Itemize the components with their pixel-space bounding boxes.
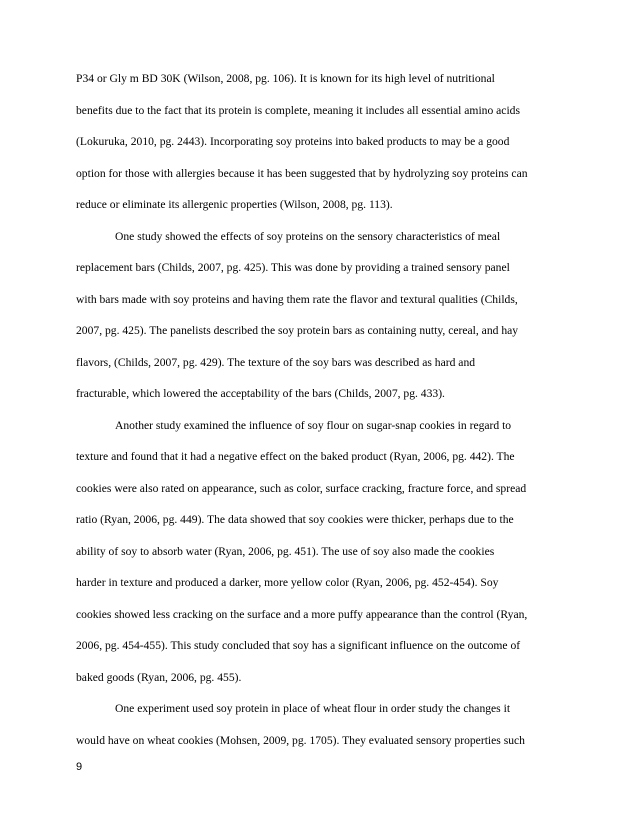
page-number: 9: [76, 761, 83, 773]
text-line: ratio (Ryan, 2006, pg. 449). The data showed that soy cookies were thicker, perhaps due to the: [76, 513, 514, 526]
text-line: baked goods (Ryan, 2006, pg. 455).: [76, 670, 242, 684]
text-line: with bars made with soy proteins and having them rate the flavor and textural qualities (Childs,: [76, 292, 518, 306]
text-line: option for those with allergies because it has been suggested that by hydrolyzing soy proteins can: [76, 166, 528, 180]
text-line: 2006, pg. 454-455). This study concluded that soy has a significant influence on the outcome of: [76, 639, 521, 652]
text-line: reduce or eliminate its allergenic properties (Wilson, 2008, pg. 113).: [76, 198, 393, 211]
text-line: replacement bars (Childs, 2007, pg. 425). This was done by providing a trained sensory panel: [76, 261, 510, 274]
text-line: (Lokuruka, 2010, pg. 2443). Incorporating soy proteins into baked products to may be a good: [76, 135, 510, 148]
paragraph-first-line: One study showed the effects of soy proteins on the sensory characteristics of meal: [115, 229, 501, 243]
text-line: cookies showed less cracking on the surface and a more puffy appearance than the control (Ryan,: [76, 607, 528, 621]
text-line: texture and found that it had a negative effect on the baked product (Ryan, 2006, pg. 442). The: [76, 450, 515, 463]
text-line: benefits due to the fact that its protein is complete, meaning it includes all essential amino acids: [76, 103, 520, 117]
text-line: cookies were also rated on appearance, such as color, surface cracking, fracture force, and spread: [76, 481, 527, 495]
text-line: ability of soy to absorb water (Ryan, 2006, pg. 451). The use of soy also made the cookies: [76, 544, 495, 558]
text-line: would have on wheat cookies (Mohsen, 2009, pg. 1705). They evaluated sensory properties such: [76, 733, 525, 747]
text-line: flavors, (Childs, 2007, pg. 429). The texture of the soy bars was described as hard and: [76, 355, 476, 369]
paragraph-first-line: One experiment used soy protein in place of wheat flour in order study the changes it: [115, 702, 511, 715]
text-line: 2007, pg. 425). The panelists described the soy protein bars as containing nutty, cereal, and hay: [76, 324, 519, 337]
paragraph-first-line: Another study examined the influence of soy flour on sugar-snap cookies in regard to: [115, 418, 512, 432]
text-line: P34 or Gly m BD 30K (Wilson, 2008, pg. 106). It is known for its high level of nutritional: [76, 72, 495, 85]
text-line: harder in texture and produced a darker, more yellow color (Ryan, 2006, pg. 452-454). Soy: [76, 576, 499, 589]
body-text: [76, 68, 570, 761]
text-line: fracturable, which lowered the acceptability of the bars (Childs, 2007, pg. 433).: [76, 387, 445, 400]
